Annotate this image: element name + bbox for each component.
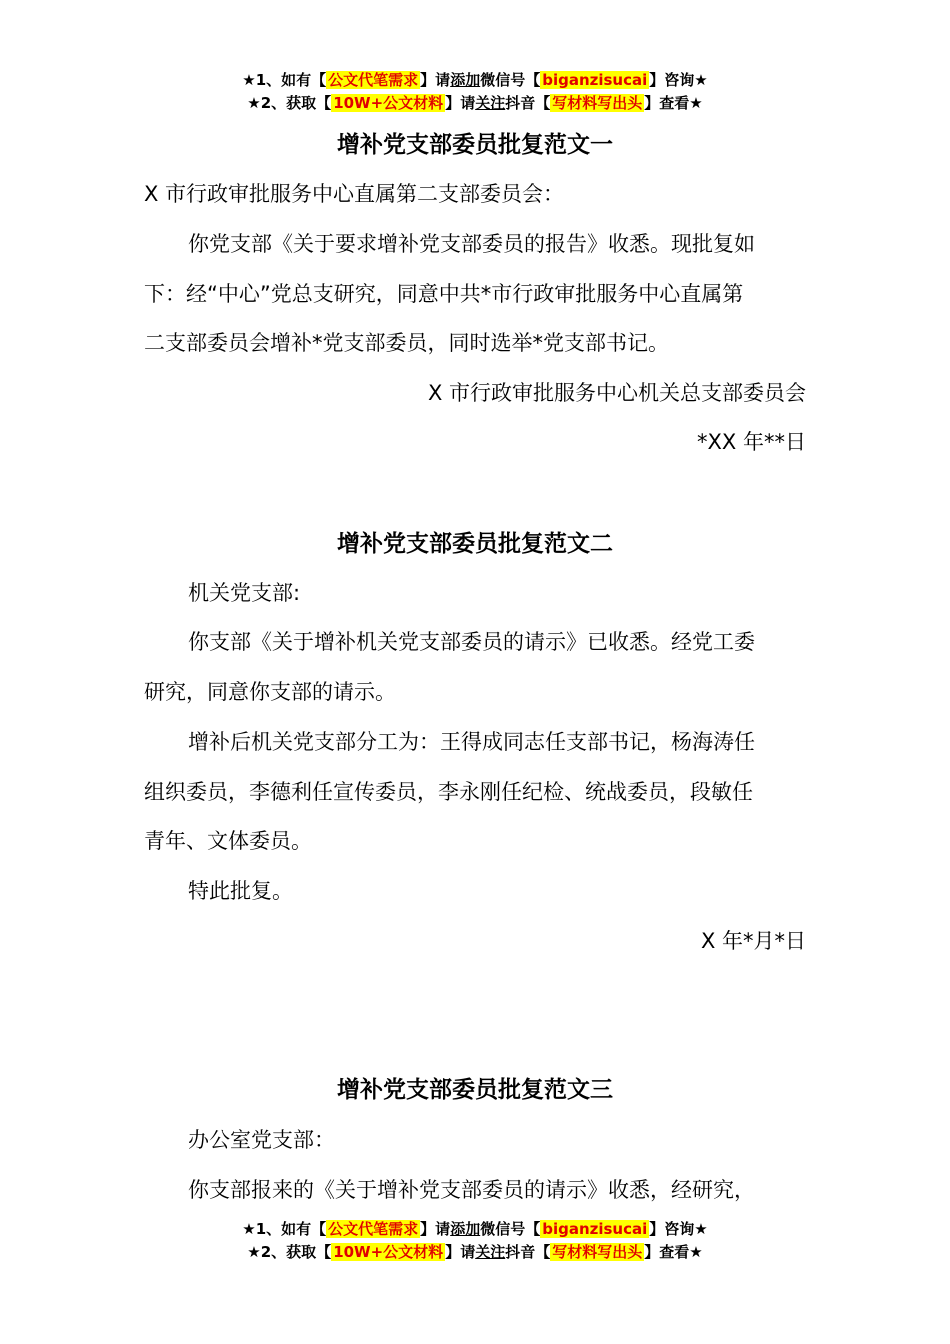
banner-highlight: 写材料写出头: [552, 94, 643, 112]
doc2-body-line: 组织委员，李德利任宣传委员，李永刚任纪检、统战委员，段敏任: [144, 780, 753, 804]
banner-text: 】请: [445, 1243, 476, 1261]
banner-text: 】咨询★: [649, 71, 708, 89]
banner-text: ★1、如有【: [242, 1220, 327, 1238]
banner-line-2: [0, 1241, 950, 1264]
banner-line-2: [0, 92, 950, 115]
doc3-title: 增补党支部委员批复范文三: [337, 1077, 613, 1103]
banner-text: ★2、获取【: [247, 94, 332, 112]
banner-highlight: 10W+公文材料: [333, 1243, 444, 1261]
doc2-salutation: 机关党支部:: [188, 581, 301, 605]
banner-highlight: 写材料写出头: [552, 1243, 643, 1261]
banner-highlight: biganzisucai: [542, 71, 648, 89]
doc2-body-line: 增补后机关党支部分工为：王得成同志任支部书记，杨海涛任: [188, 730, 755, 754]
banner-highlight: 公文代笔需求: [328, 1220, 419, 1238]
banner-text: 】请: [445, 94, 476, 112]
banner-text: 】查看★: [644, 1243, 703, 1261]
doc1-date: *XX 年**日: [697, 430, 806, 454]
doc2-date: X 年*月*日: [700, 929, 806, 953]
doc2-body-line: 你支部《关于增补机关党支部委员的请示》已收悉。经党工委: [188, 630, 755, 654]
banner-underline: 关注: [475, 94, 506, 112]
doc2-body-line: 研究，同意你支部的请示。: [144, 680, 396, 704]
banner-underline: 添加: [450, 71, 481, 89]
doc3-body-line: 你支部报来的《关于增补党支部委员的请示》收悉，经研究，: [188, 1178, 755, 1202]
banner-text: ★2、获取【: [247, 1243, 332, 1261]
banner-text: 抖音【: [505, 94, 551, 112]
banner-text: 】请: [420, 71, 451, 89]
banner-highlight: biganzisucai: [542, 1220, 648, 1238]
banner-highlight: 10W+公文材料: [333, 94, 444, 112]
doc1-title: 增补党支部委员批复范文一: [337, 132, 613, 158]
banner-underline: 添加: [450, 1220, 481, 1238]
doc1-body-line: 二支部委员会增补*党支部委员，同时选举*党支部书记。: [144, 331, 669, 355]
top-banner: [0, 69, 950, 115]
doc3-salutation: 办公室党支部：: [188, 1128, 335, 1152]
banner-line-1: [0, 69, 950, 92]
banner-highlight: 公文代笔需求: [328, 71, 419, 89]
banner-text: 】查看★: [644, 94, 703, 112]
banner-text: 微信号【: [480, 71, 541, 89]
banner-text: ★1、如有【: [242, 71, 327, 89]
doc1-signature: X 市行政审批服务中心机关总支部委员会: [427, 381, 806, 405]
doc2-body-line: 青年、文体委员。: [144, 829, 312, 853]
doc1-body-line: 下：经“中心”党总支研究，同意中共*市行政审批服务中心直属第: [144, 282, 744, 306]
banner-text: 微信号【: [480, 1220, 541, 1238]
doc2-closing: 特此批复。: [188, 879, 293, 903]
banner-text: 】咨询★: [649, 1220, 708, 1238]
doc2-title: 增补党支部委员批复范文二: [337, 531, 613, 557]
banner-line-1: [0, 1218, 950, 1241]
bottom-banner: [0, 1218, 950, 1264]
banner-text: 】请: [420, 1220, 451, 1238]
banner-underline: 关注: [475, 1243, 506, 1261]
doc1-salutation: X 市行政审批服务中心直属第二支部委员会：: [144, 182, 565, 206]
doc1-body-line: 你党支部《关于要求增补党支部委员的报告》收悉。现批复如: [188, 232, 755, 256]
banner-text: 抖音【: [505, 1243, 551, 1261]
